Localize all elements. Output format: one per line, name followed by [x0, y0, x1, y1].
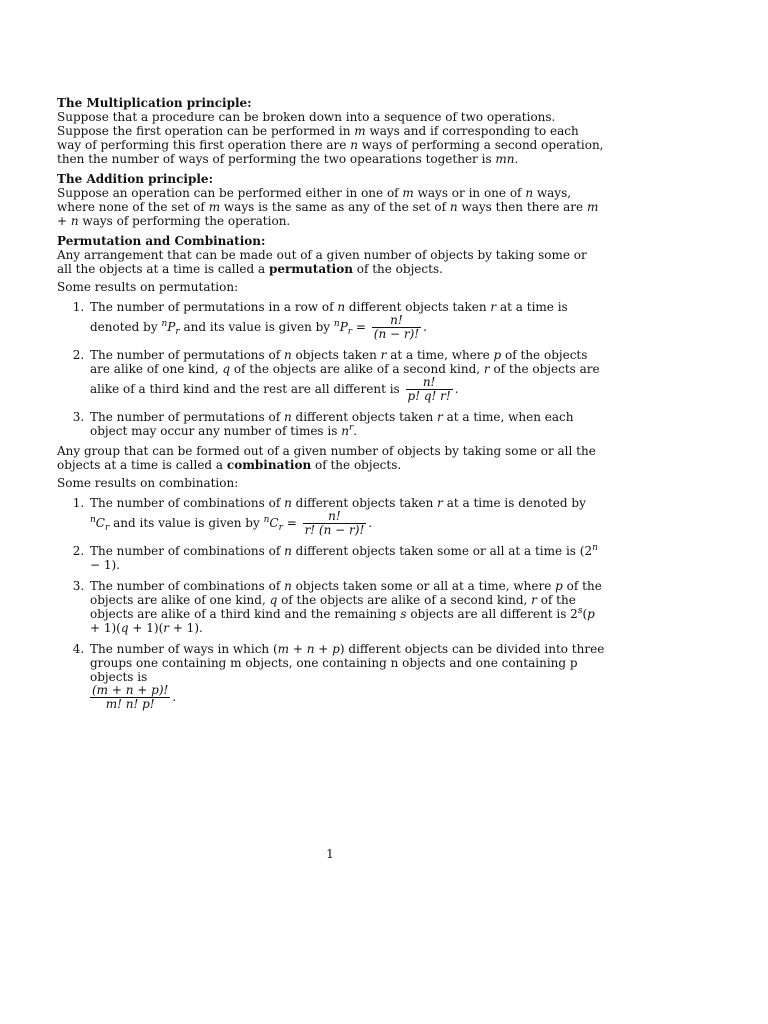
- list-item: 3. The number of combinations of n objects taken some or all at a time, where p of the objects are alike of one kind, q of the objects are alike of a second kind, r of the objects are alike of a third kind and the remaining s objects are all different is $2^s(p + 1)(q + 1)(r + 1)$.: [88, 579, 605, 635]
- list-item: 2. The number of permutations of n objects taken r at a time, where p of the objects are alike of one kind, q of the objects are alike of a second kind, r of the objects are alike of a third kind and the rest are all different is $\frac{n!}{p! q! r!}$ .: [88, 348, 605, 403]
- combination-results-heading: Some results on combination:: [57, 476, 239, 490]
- formula-fraction: $\frac{n!}{(n - r)!}$: [373, 313, 420, 341]
- heading-multiplication-principle: The Multiplication principle:: [57, 96, 252, 110]
- term-combination: combination: [226, 458, 312, 472]
- formula-fraction: $\frac{(m + n + p)!}{m! n! p!}$: [92, 683, 169, 711]
- heading-permutation-combination: Permutation and Combination:: [57, 234, 266, 248]
- list-item: 1. The number of combinations of n different objects taken r at a time is denoted by $^nC_r$ and its value is given by $^nC_r$ = $\frac{n!}{r! (n - r)!}$ .: [88, 496, 605, 537]
- paragraph-addition-principle: Suppose an operation can be performed either in one of m ways or in one of n ways, where none of the set of m ways is the same as any of the set of n ways then there are m + n ways of performing the operation.: [57, 186, 599, 228]
- paragraph-multiplication-principle: Suppose that a procedure can be broken down into a sequence of two operations. Suppose the first operation can be performed in m ways and if corresponding to each way of performing this first operation there are n ways of performing a second operation, then the number of ways of performing the two opearations together is mn.: [57, 110, 604, 166]
- list-item: 2. The number of combinations of n different objects taken some or all at a time is $(2^n - 1)$.: [88, 544, 605, 572]
- formula-fraction: $\frac{n!}{p! q! r!}$: [407, 375, 451, 403]
- list-item: 4. The number of ways in which (m + n + p) different objects can be divided into three groups one containing m objects, one containing n objects and one containing p objects is $\frac{(m + n + p)!}{m! n! p!}$ .: [88, 642, 605, 711]
- list-item: 1. The number of permutations in a row of n different objects taken r at a time is denoted by $^nP_r$ and its value is given by $^nP_r$ = $\frac{n!}{(n - r)!}$ .: [88, 300, 605, 341]
- document-body: [57, 96, 605, 717]
- heading-addition-principle: The Addition principle:: [57, 172, 213, 186]
- page-number: 1: [326, 847, 334, 861]
- permutation-results-list: [57, 300, 605, 438]
- term-permutation: permutation: [269, 262, 353, 276]
- paragraph-combination-definition: Any group that can be formed out of a given number of objects by taking some or all the objects at a time is called a combination of the objects.: [57, 444, 596, 472]
- list-item: 3. The number of permutations of n different objects taken r at a time, when each object may occur any number of times is $n^r$.: [88, 410, 605, 438]
- paragraph-permutation-definition: Any arrangement that can be made out of a given number of objects by taking some or all the objects at a time is called a permutation of the objects.: [57, 248, 587, 276]
- combination-results-list: [57, 496, 605, 711]
- formula-fraction: $\frac{n!}{r! (n - r)!}$: [304, 509, 365, 537]
- permutation-results-heading: Some results on permutation:: [57, 280, 239, 294]
